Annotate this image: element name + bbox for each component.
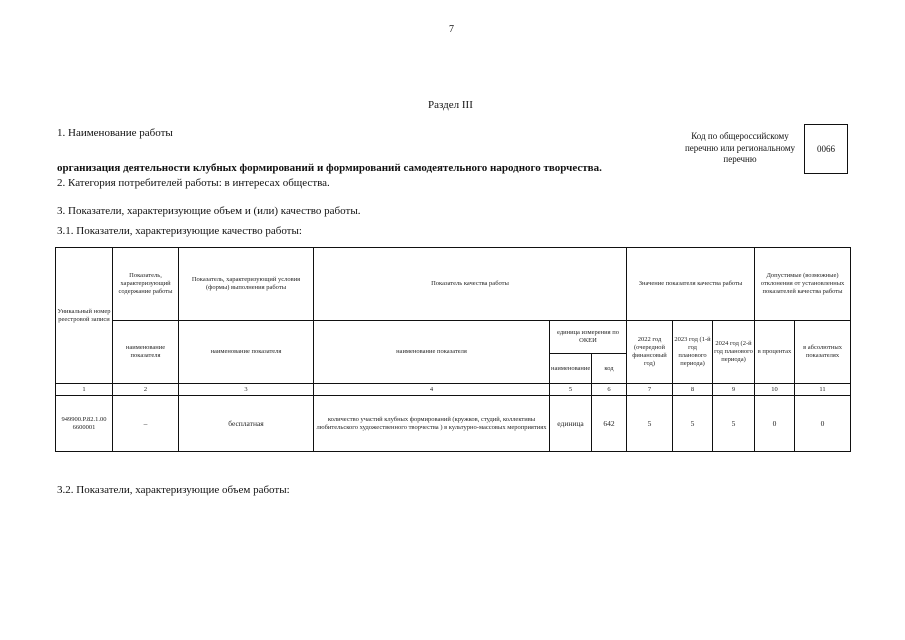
- cell-deviation-percent: 0: [755, 396, 795, 452]
- header-absolute: в абсолютных показателях: [795, 321, 851, 384]
- work-name-label: 1. Наименование работы: [57, 127, 173, 139]
- header-year-2022: 2022 год (очередной финансовый год): [627, 321, 673, 384]
- code-label: Код по общероссийскому перечню или региональному перечню: [684, 131, 796, 164]
- column-number: 2: [113, 384, 179, 396]
- header-deviation: Допустимые (возможные) отклонения от установленных показателей качества работы: [755, 248, 851, 321]
- section-title: Раздел III: [428, 99, 473, 111]
- header-percent: в процентах: [755, 321, 795, 384]
- quality-heading: 3.1. Показатели, характеризующие качество работы:: [57, 225, 302, 237]
- cell-conditions: бесплатная: [179, 396, 314, 452]
- header-indicator-name: наименование показателя: [179, 321, 314, 384]
- volume-heading: 3.2. Показатели, характеризующие объем работы:: [57, 484, 290, 496]
- cell-unit-name: единица: [550, 396, 592, 452]
- column-numbers-row: [56, 384, 851, 396]
- code-box: 0066: [804, 124, 848, 174]
- header-unit: единица измерения по ОКЕИ: [550, 321, 627, 354]
- header-values: Значение показателя качества работы: [627, 248, 755, 321]
- header-indicator-name: наименование показателя: [314, 321, 550, 384]
- header-unit-name: наименование: [550, 354, 592, 384]
- cell-value-2024: 5: [713, 396, 755, 452]
- cell-indicator: количество участий клубных формирований (кружков, студий, коллективы любительского художественного творчества ) в культурно-массовых мероприятиях: [314, 396, 550, 452]
- header-unit-code: код: [592, 354, 627, 384]
- column-number: 11: [795, 384, 851, 396]
- work-name: организация деятельности клубных формирований и формирований самодеятельного народного творчества.: [57, 162, 602, 174]
- column-number: 7: [627, 384, 673, 396]
- column-number: 5: [550, 384, 592, 396]
- cell-deviation-absolute: 0: [795, 396, 851, 452]
- header-year-2024: 2024 год (2-й год планового периода): [713, 321, 755, 384]
- column-number: 8: [673, 384, 713, 396]
- cell-registry: 949900.Р.82.1.00 6600001: [56, 396, 113, 452]
- header-indicator-name: наименование показателя: [113, 321, 179, 384]
- header-year-2023: 2023 год (1-й год планового периода): [673, 321, 713, 384]
- indicators-heading: 3. Показатели, характеризующие объем и (или) качество работы.: [57, 205, 361, 217]
- column-number: 1: [56, 384, 113, 396]
- header-conditions: Показатель, характеризующий условия (формы) выполнения работы: [179, 248, 314, 321]
- cell-value-2022: 5: [627, 396, 673, 452]
- column-number: 4: [314, 384, 550, 396]
- consumer-category: 2. Категория потребителей работы: в интересах общества.: [57, 177, 330, 189]
- cell-content: –: [113, 396, 179, 452]
- page-number: 7: [449, 24, 454, 35]
- column-number: 9: [713, 384, 755, 396]
- cell-unit-code: 642: [592, 396, 627, 452]
- column-number: 6: [592, 384, 627, 396]
- cell-value-2023: 5: [673, 396, 713, 452]
- column-number: 3: [179, 384, 314, 396]
- table-row: [56, 396, 851, 452]
- header-registry: Уникальный номер реестровой записи: [56, 248, 113, 384]
- quality-table: [55, 247, 851, 452]
- header-quality: Показатель качества работы: [314, 248, 627, 321]
- column-number: 10: [755, 384, 795, 396]
- header-content: Показатель, характеризующий содержание работы: [113, 248, 179, 321]
